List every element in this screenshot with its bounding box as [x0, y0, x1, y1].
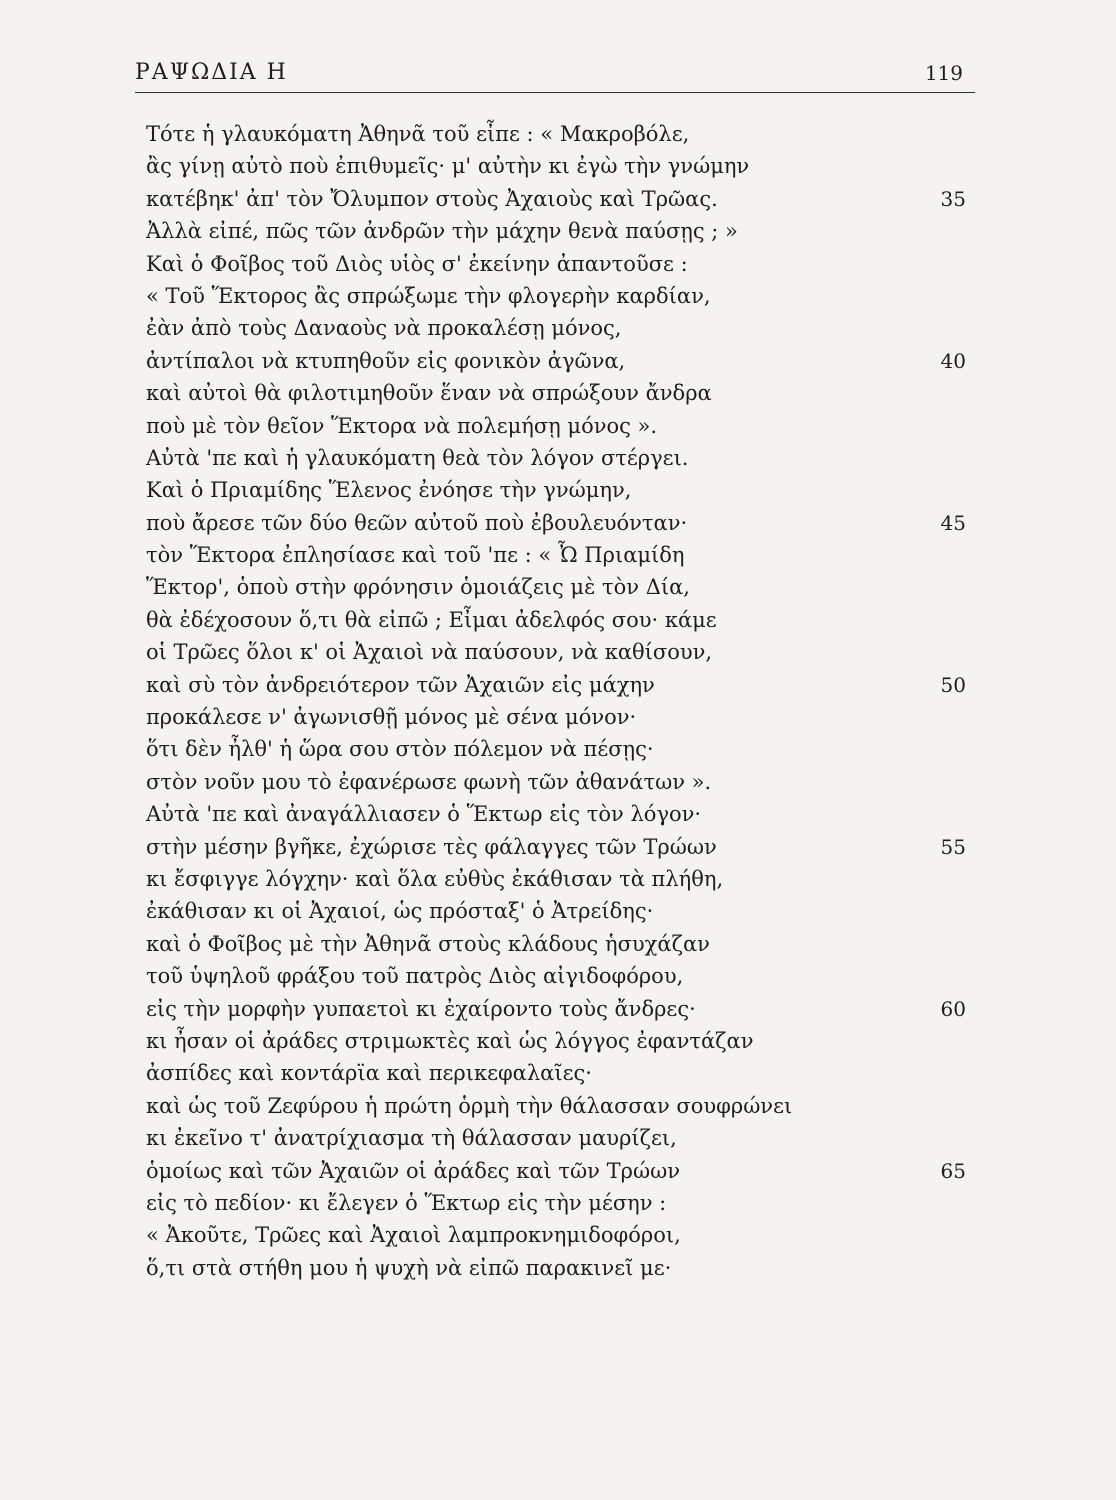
verse-text: τοῦ ὑψηλοῦ φράξου τοῦ πατρὸς Διὸς αἰγιδοφόρου,	[146, 964, 684, 989]
verse-text: « Ἀκοῦτε, Τρῶες καὶ Ἀχαιοὶ λαμπροκνημιδοφόροι,	[146, 1223, 681, 1248]
line-number: 45	[940, 510, 966, 535]
verse-line	[146, 701, 976, 733]
verse-text: κι ἐκεῖνο τ' ἀνατρίχιασμα τὴ θάλασσαν μαυρίζει,	[146, 1126, 677, 1151]
verse-text: κατέβηκ' ἀπ' τὸν Ὄλυμπον στοὺς Ἀχαιοὺς καὶ Τρῶας.	[146, 186, 718, 211]
verse-text: τὸν Ἕκτορα ἐπλησίασε καὶ τοῦ 'πε : « Ὦ Πριαμίδη	[146, 543, 685, 568]
verse-text: ἐὰν ἀπὸ τοὺς Δαναοὺς νὰ προκαλέσῃ μόνος,	[146, 316, 622, 341]
verse-line	[146, 248, 976, 280]
verse-text: ὅ,τι στὰ στήθη μου ἡ ψυχὴ νὰ εἰπῶ παρακινεῖ με·	[146, 1255, 672, 1280]
verse-line	[146, 150, 976, 182]
verse-line	[146, 1057, 976, 1089]
line-number: 65	[940, 1158, 966, 1183]
verse-line	[146, 863, 976, 895]
verse-line	[146, 539, 976, 571]
verse-line	[146, 895, 976, 927]
line-number: 60	[940, 996, 966, 1021]
verse-text: Ἕκτορ', ὁποὺ στὴν φρόνησιν ὁμοιάζεις μὲ τὸν Δία,	[146, 575, 690, 600]
verse-line	[146, 410, 976, 442]
verse-text: « Τοῦ Ἕκτορος ἂς σπρώξωμε τὴν φλογερὴν καρδίαν,	[146, 283, 711, 308]
verse-block	[146, 118, 976, 1284]
header-rule	[135, 92, 975, 93]
verse-text: καὶ ὡς τοῦ Ζεφύρου ἡ πρώτη ὁρμὴ τὴν θάλασσαν σουφρώνει	[146, 1093, 793, 1118]
verse-line	[146, 1025, 976, 1057]
verse-line	[146, 1090, 976, 1122]
verse-line	[146, 345, 976, 377]
verse-line	[146, 1187, 976, 1219]
verse-text: καὶ αὐτοὶ θὰ φιλοτιμηθοῦν ἕναν νὰ σπρώξουν ἄνδρα	[146, 381, 712, 406]
verse-line	[146, 507, 976, 539]
line-number: 35	[940, 186, 966, 211]
verse-line	[146, 960, 976, 992]
verse-line	[146, 636, 976, 668]
running-head: ΡΑΨΩΔΙΑ Η	[135, 60, 288, 85]
verse-line	[146, 377, 976, 409]
verse-text: ἀντίπαλοι νὰ κτυπηθοῦν εἰς φονικὸν ἀγῶνα,	[146, 348, 626, 373]
verse-line	[146, 280, 976, 312]
verse-line	[146, 1219, 976, 1251]
verse-text: καὶ ὁ Φοῖβος μὲ τὴν Ἀθηνᾶ στοὺς κλάδους ἡσυχάζαν	[146, 931, 710, 956]
verse-text: εἰς τὴν μορφὴν γυπαετοὶ κι ἐχαίροντο τοὺς ἄνδρες·	[146, 996, 696, 1021]
verse-text: Καὶ ὁ Πριαμίδης Ἕλενος ἐνόησε τὴν γνώμην,	[146, 478, 632, 503]
verse-text: ὅτι δὲν ἦλθ' ἡ ὥρα σου στὸν πόλεμον νὰ πέσῃς·	[146, 737, 654, 762]
verse-line	[146, 183, 976, 215]
verse-text: Ἀλλὰ εἰπέ, πῶς τῶν ἀνδρῶν τὴν μάχην θενὰ παύσῃς ; »	[146, 219, 738, 244]
verse-line	[146, 1155, 976, 1187]
verse-line	[146, 442, 976, 474]
verse-line	[146, 118, 976, 150]
verse-text: Καὶ ὁ Φοῖβος τοῦ Διὸς υἱὸς σ' ἐκείνην ἀπαντοῦσε :	[146, 251, 688, 276]
verse-text: εἰς τὸ πεδίον· κι ἔλεγεν ὁ Ἕκτωρ εἰς τὴν μέσην :	[146, 1190, 667, 1215]
verse-line	[146, 312, 976, 344]
page-number: 119	[924, 61, 963, 85]
verse-text: ποὺ ἄρεσε τῶν δύο θεῶν αὐτοῦ ποὺ ἐβουλευόνταν·	[146, 510, 688, 535]
line-number: 55	[940, 834, 966, 859]
verse-line	[146, 1122, 976, 1154]
verse-text: κι ἔσφιγγε λόγχην· καὶ ὅλα εὐθὺς ἐκάθισαν τὰ πλήθη,	[146, 866, 724, 891]
verse-text: Τότε ἡ γλαυκόματη Ἀθηνᾶ τοῦ εἶπε : « Μακροβόλε,	[146, 122, 690, 146]
verse-text: οἱ Τρῶες ὅλοι κ' οἱ Ἀχαιοὶ νὰ παύσουν, νὰ καθίσουν,	[146, 640, 713, 665]
verse-line	[146, 831, 976, 863]
verse-text: ἂς γίνῃ αὐτὸ ποὺ ἐπιθυμεῖς· μ' αὐτὴν κι ἐγὼ τὴν γνώμην	[146, 154, 750, 179]
verse-text: κι ἦσαν οἱ ἀράδες στριμωκτὲς καὶ ὡς λόγγος ἐφαντάζαν	[146, 1028, 754, 1053]
verse-text: Αὐτὰ 'πε καὶ ἡ γλαυκόματη θεὰ τὸν λόγον στέργει.	[146, 445, 689, 470]
verse-text: στὸν νοῦν μου τὸ ἐφανέρωσε φωνὴ τῶν ἀθανάτων ».	[146, 769, 712, 794]
verse-line	[146, 766, 976, 798]
verse-line	[146, 928, 976, 960]
verse-line	[146, 798, 976, 830]
verse-line	[146, 474, 976, 506]
line-number: 40	[940, 348, 966, 373]
verse-text: προκάλεσε ν' ἀγωνισθῇ μόνος μὲ σένα μόνον·	[146, 705, 637, 730]
verse-text: καὶ σὺ τὸν ἀνδρειότερον τῶν Ἀχαιῶν εἰς μάχην	[146, 672, 655, 697]
verse-text: θὰ ἐδέχοσουν ὅ,τι θὰ εἰπῶ ; Εἶμαι ἀδελφός σου· κάμε	[146, 607, 717, 632]
verse-text: Αὐτὰ 'πε καὶ ἀναγάλλιασεν ὁ Ἕκτωρ εἰς τὸν λόγον·	[146, 802, 702, 827]
verse-text: στὴν μέσην βγῆκε, ἐχώρισε τὲς φάλαγγες τῶν Τρώων	[146, 834, 717, 859]
verse-line	[146, 1252, 976, 1284]
verse-text: ποὺ μὲ τὸν θεῖον Ἕκτορα νὰ πολεμήσῃ μόνος ».	[146, 413, 658, 438]
verse-line	[146, 993, 976, 1025]
verse-line	[146, 733, 976, 765]
verse-line	[146, 215, 976, 247]
verse-line	[146, 571, 976, 603]
verse-line	[146, 669, 976, 701]
verse-text: ἐκάθισαν κι οἱ Ἀχαιοί, ὡς πρόσταξ' ὁ Ἀτρείδης·	[146, 899, 654, 924]
page-header	[135, 58, 975, 92]
verse-text: ἀσπίδες καὶ κοντάρϊα καὶ περικεφαλαῖες·	[146, 1061, 592, 1086]
line-number: 50	[940, 672, 966, 697]
verse-line	[146, 604, 976, 636]
verse-text: ὁμοίως καὶ τῶν Ἀχαιῶν οἱ ἀράδες καὶ τῶν Τρώων	[146, 1158, 680, 1183]
